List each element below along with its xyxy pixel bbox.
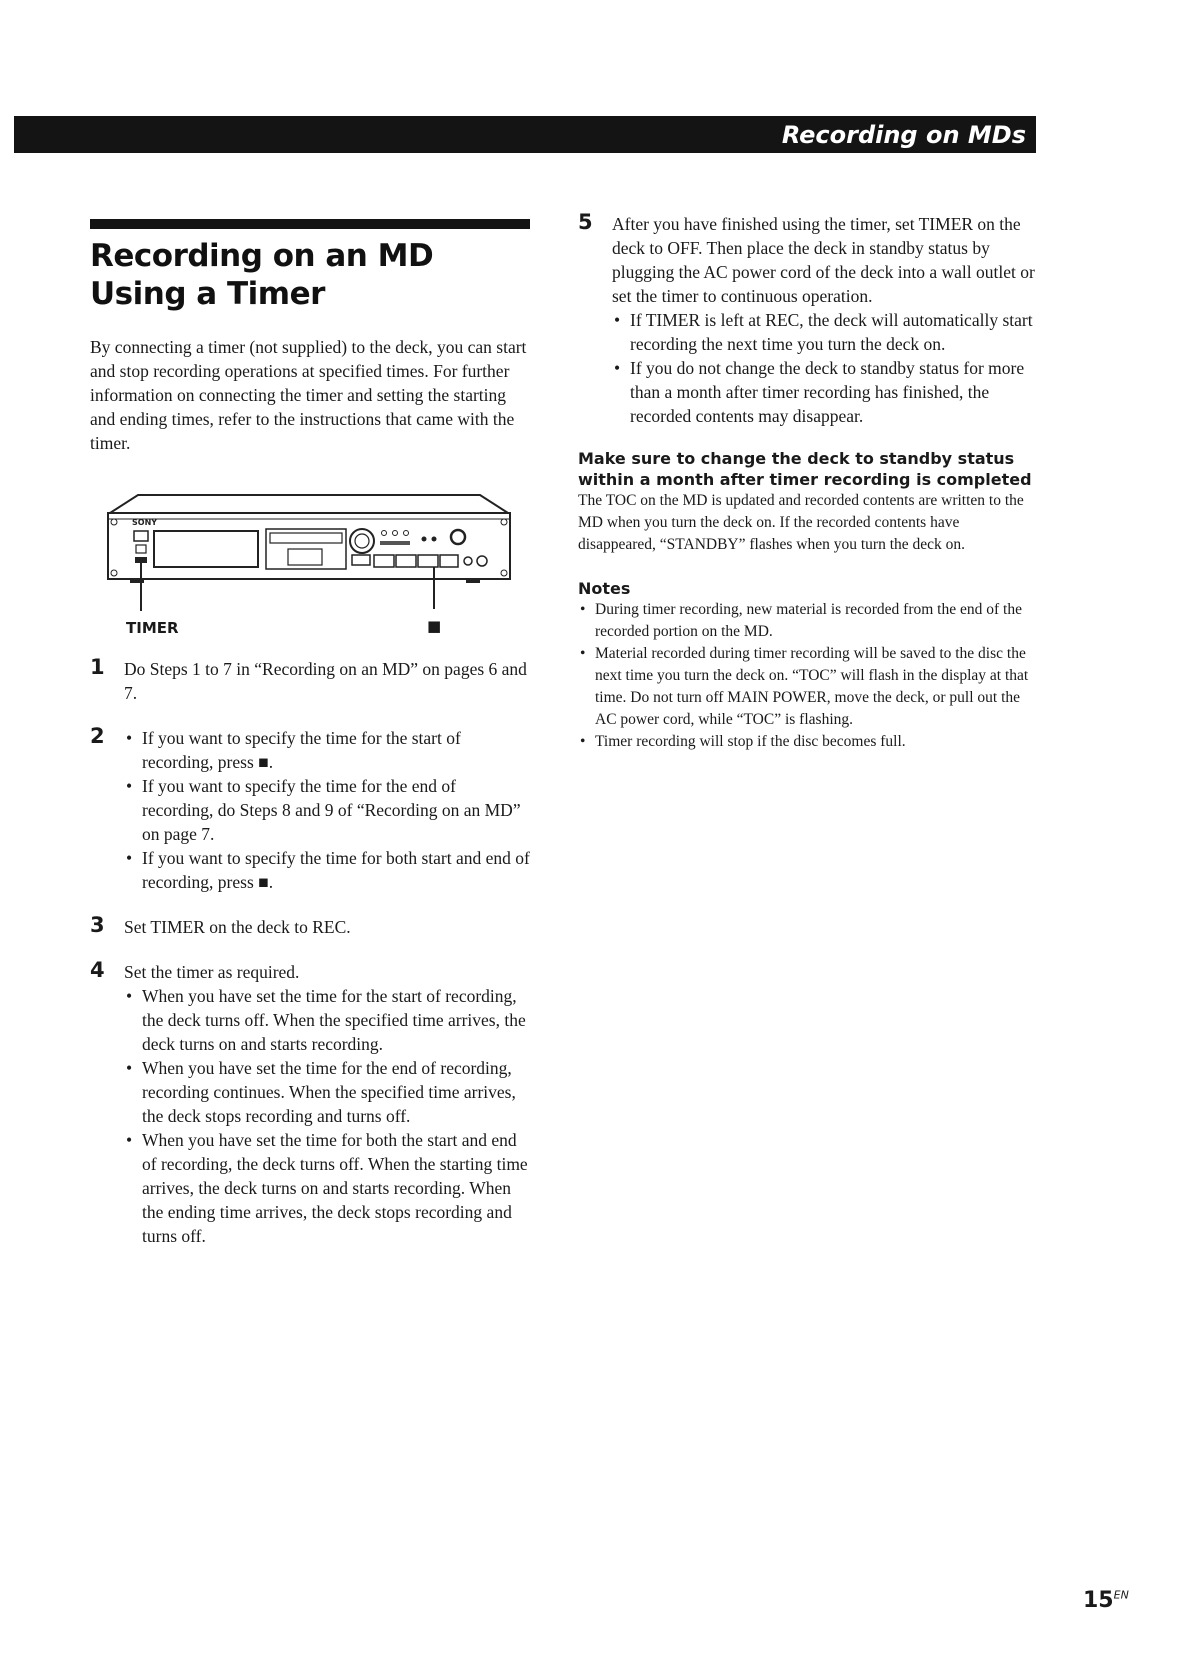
step-number: 5 <box>578 210 593 234</box>
deck-illustration <box>90 491 530 641</box>
step-bullets <box>612 308 1038 428</box>
step-bullets <box>124 726 530 894</box>
section-header-title: Recording on MDs <box>781 121 1026 149</box>
stop-button-label: ■ <box>427 617 442 635</box>
step-number: 3 <box>90 913 105 937</box>
right-column <box>578 212 1038 753</box>
bullet-item: • If TIMER is left at REC, the deck will automatically start recording the next time you turn the deck on. <box>612 308 1038 356</box>
bullet-item: • If you want to specify the time for the start of recording, press ■. <box>124 726 530 774</box>
step-5 <box>578 212 1038 428</box>
step-text: Do Steps 1 to 7 in “Recording on an MD” on pages 6 and 7. <box>124 659 527 703</box>
timer-label: TIMER <box>126 619 179 637</box>
step-text: Set TIMER on the deck to REC. <box>124 917 351 937</box>
bullet-item: • If you want to specify the time for both start and end of recording, press ■. <box>124 846 530 894</box>
notes-list <box>578 599 1038 753</box>
deck-brand-label: SONY <box>132 518 158 527</box>
step-text: Set the timer as required. <box>124 962 300 982</box>
intro-paragraph: By connecting a timer (not supplied) to the deck, you can start and stop recording operations at specified times. For further information on connecting the timer and setting the starting and ending times, refer to the instructions that came with the timer. <box>90 337 527 453</box>
bullet-item: • If you do not change the deck to standby status for more than a month after timer recording has finished, the recorded contents may disappear. <box>612 356 1038 428</box>
notes-heading: Notes <box>578 579 631 598</box>
page-title: Recording on an MD Using a Timer <box>90 238 434 312</box>
standby-note-text: The TOC on the MD is updated and recorded contents are written to the MD when you turn the deck on. If the recorded contents have disappeared, “STANDBY” flashes when you turn the deck on. <box>578 492 1024 553</box>
note-item: • Material recorded during timer recording will be saved to the disc the next time you turn the deck on. “TOC” will flash in the display at that time. Do not turn off MAIN POWER, move the deck, or pull out the AC power cord, while “TOC” is flashing. <box>578 643 1038 731</box>
step-1 <box>90 657 530 705</box>
note-item: • Timer recording will stop if the disc becomes full. <box>578 731 1038 753</box>
step-4 <box>90 960 530 1248</box>
step-bullets <box>124 984 530 1248</box>
page-language-suffix: EN <box>1113 1588 1129 1602</box>
bullet-item: • When you have set the time for both the start and end of recording, the deck turns off. When the starting time arrives, the deck turns on and starts recording. When the ending time arrives, the deck stops recording and turns off. <box>124 1128 530 1248</box>
bullet-item: • If you want to specify the time for the end of recording, do Steps 8 and 9 of “Recording on an MD” on page 7. <box>124 774 530 846</box>
bullet-item: • When you have set the time for the end of recording, recording continues. When the specified time arrives, the deck stops recording and turns off. <box>124 1056 530 1128</box>
step-3 <box>90 915 530 939</box>
bullet-item: • When you have set the time for the start of recording, the deck turns off. When the specified time arrives, the deck turns on and starts recording. <box>124 984 530 1056</box>
note-item: • During timer recording, new material is recorded from the end of the recorded portion on the MD. <box>578 599 1038 643</box>
section-header-bar <box>14 116 1036 153</box>
step-text: After you have finished using the timer, set TIMER on the deck to OFF. Then place the deck in standby status by plugging the AC power cord of the deck into a wall outlet or set the timer to continuous operation. <box>612 214 1035 306</box>
title-rule <box>90 219 530 229</box>
step-2 <box>90 726 530 894</box>
step-number: 4 <box>90 958 105 982</box>
step-number: 1 <box>90 655 105 679</box>
page-number <box>1083 1588 1129 1613</box>
step-number: 2 <box>90 724 105 748</box>
standby-note-heading: Make sure to change the deck to standby status within a month after timer recording is completed <box>578 449 1032 489</box>
page-number-value: 15 <box>1083 1588 1114 1613</box>
left-column <box>90 219 530 1248</box>
